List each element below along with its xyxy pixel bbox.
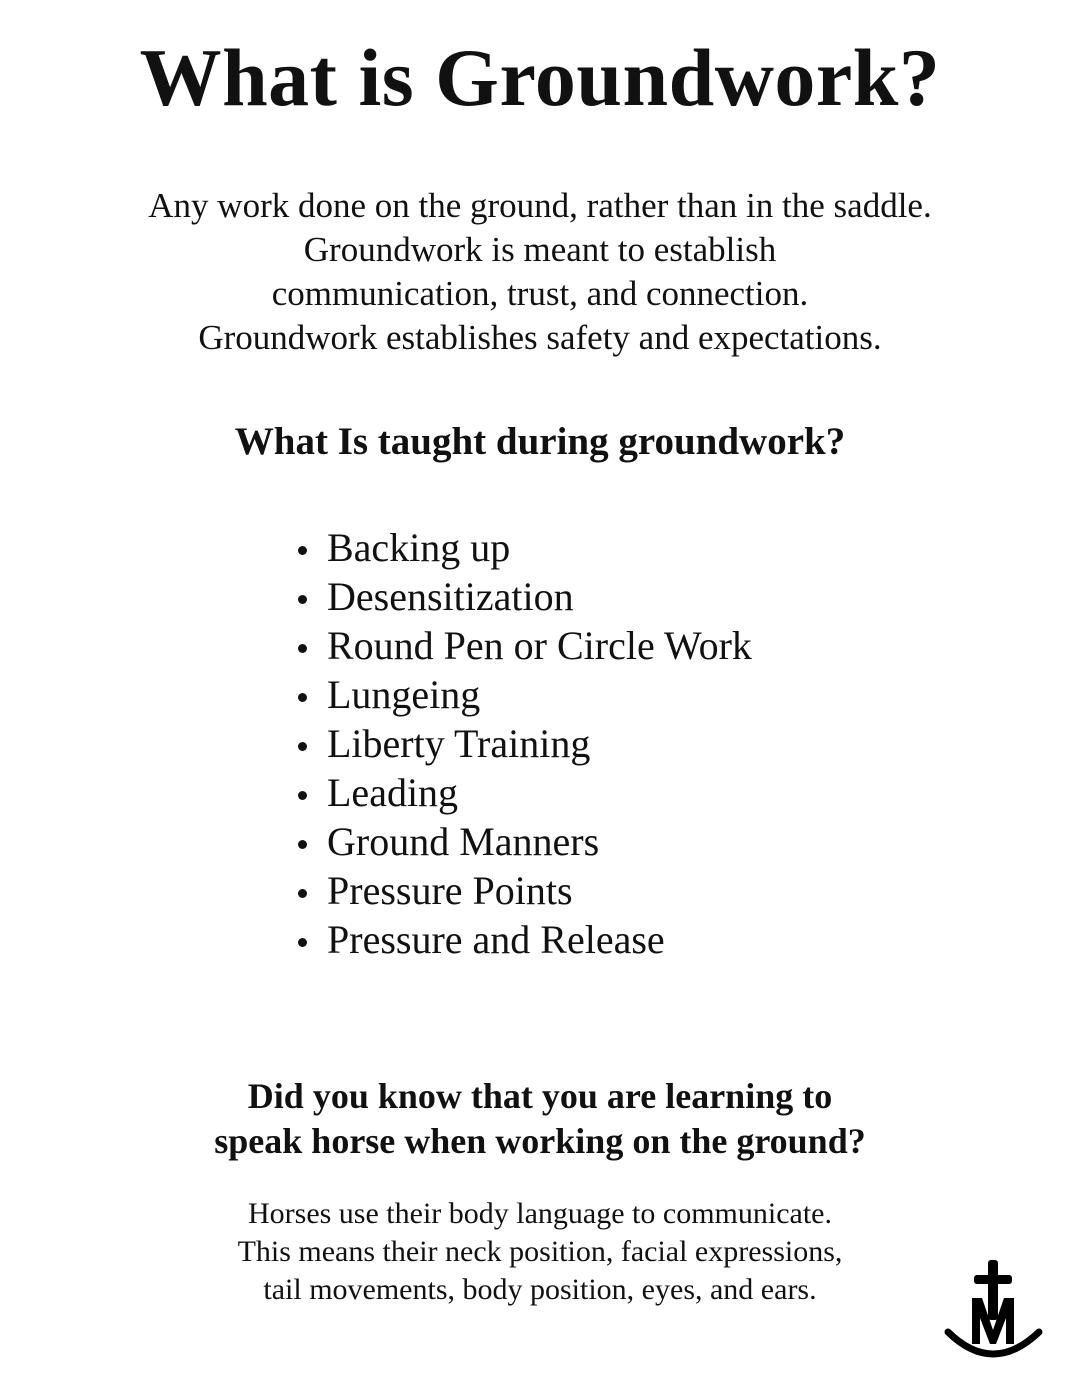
list-item: Pressure and Release xyxy=(296,915,752,964)
list-item: Lungeing xyxy=(296,670,752,719)
question-line: Did you know that you are learning to xyxy=(247,1076,833,1116)
topics-list xyxy=(296,523,752,964)
intro-line: Groundwork establishes safety and expectations. xyxy=(198,318,882,357)
list-item: Leading xyxy=(296,768,752,817)
intro-paragraph xyxy=(0,184,1080,360)
list-item: Desensitization xyxy=(296,572,752,621)
list-item: Backing up xyxy=(296,523,752,572)
intro-line: Groundwork is meant to establish xyxy=(303,230,777,269)
intro-line: Any work done on the ground, rather than in the saddle. xyxy=(148,186,932,225)
cross-anchor-m-logo-icon xyxy=(944,1258,1044,1360)
question-line: speak horse when working on the ground? xyxy=(214,1121,866,1161)
page-title: What is Groundwork? xyxy=(139,32,941,123)
outro-line: Horses use their body language to communicate. xyxy=(247,1197,832,1230)
outro-paragraph xyxy=(0,1195,1080,1309)
list-item: Pressure Points xyxy=(296,866,752,915)
intro-line: communication, trust, and connection. xyxy=(271,274,809,313)
section-heading: What Is taught during groundwork? xyxy=(234,420,846,463)
list-item: Round Pen or Circle Work xyxy=(296,621,752,670)
list-item: Ground Manners xyxy=(296,817,752,866)
question-heading xyxy=(0,1074,1080,1164)
outro-line: tail movements, body position, eyes, and ears. xyxy=(263,1273,817,1306)
list-item: Liberty Training xyxy=(296,719,752,768)
outro-line: This means their neck position, facial expressions, xyxy=(237,1235,843,1268)
